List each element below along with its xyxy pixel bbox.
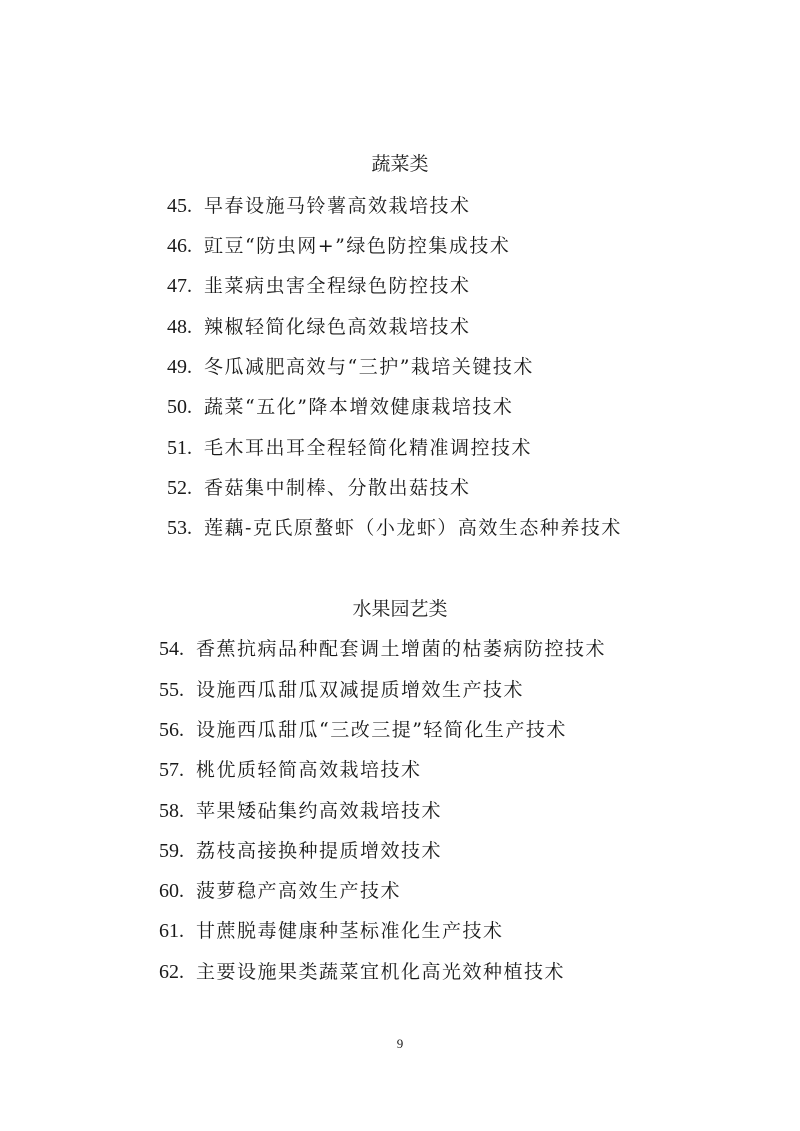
list-item xyxy=(148,273,471,299)
item-number: 62. xyxy=(159,961,184,983)
item-title: 菠萝稳产高效生产技术 xyxy=(196,880,402,902)
list-item xyxy=(140,838,442,864)
item-number: 56. xyxy=(159,719,184,741)
item-number: 58. xyxy=(159,800,184,822)
item-number: 59. xyxy=(159,840,184,862)
item-number: 60. xyxy=(159,880,184,902)
list-item xyxy=(140,757,422,783)
item-number: 50. xyxy=(167,396,192,418)
item-number: 47. xyxy=(167,275,192,297)
list-item xyxy=(140,717,567,743)
list-item xyxy=(148,435,532,461)
item-title: 冬瓜减肥高效与“三护”栽培关键技术 xyxy=(204,356,534,378)
item-title: 韭菜病虫害全程绿色防控技术 xyxy=(204,275,471,297)
item-number: 51. xyxy=(167,437,192,459)
item-number: 45. xyxy=(167,195,192,217)
item-title: 莲藕-克氏原螯虾（小龙虾）高效生态种养技术 xyxy=(204,517,622,539)
item-title: 香菇集中制棒、分散出菇技术 xyxy=(204,477,471,499)
list-item xyxy=(148,394,513,420)
section-heading-vegetables: 蔬菜类 xyxy=(371,153,429,175)
list-item xyxy=(148,354,534,380)
item-title: 设施西瓜甜瓜“三改三提”轻简化生产技术 xyxy=(196,719,567,741)
page-number: 9 xyxy=(396,1036,404,1051)
item-title: 荔枝高接换种提质增效技术 xyxy=(196,840,443,862)
item-number: 61. xyxy=(159,920,184,942)
list-item xyxy=(148,193,471,219)
item-number: 55. xyxy=(159,679,184,701)
section-heading-fruit-horticulture: 水果园艺类 xyxy=(352,598,448,620)
list-item xyxy=(148,233,510,259)
item-number: 46. xyxy=(167,235,192,257)
list-item xyxy=(140,918,504,944)
item-title: 香蕉抗病品种配套调土增菌的枯萎病防控技术 xyxy=(196,638,607,660)
item-title: 桃优质轻简高效栽培技术 xyxy=(196,759,422,781)
item-title: 苹果矮砧集约高效栽培技术 xyxy=(196,800,443,822)
list-item xyxy=(140,878,401,904)
item-number: 53. xyxy=(167,517,192,539)
list-item xyxy=(148,314,471,340)
item-title: 甘蔗脱毒健康种茎标准化生产技术 xyxy=(196,920,504,942)
item-title: 主要设施果类蔬菜宜机化高光效种植技术 xyxy=(196,961,566,983)
list-item xyxy=(140,959,565,985)
item-title: 蔬菜“五化”降本增效健康栽培技术 xyxy=(204,396,514,418)
item-title: 毛木耳出耳全程轻简化精准调控技术 xyxy=(204,437,533,459)
list-item xyxy=(140,798,442,824)
list-item xyxy=(148,515,622,541)
item-title: 豇豆“防虫网+”绿色防控集成技术 xyxy=(204,235,511,257)
item-number: 48. xyxy=(167,316,192,338)
item-number: 52. xyxy=(167,477,192,499)
list-item xyxy=(140,677,524,703)
item-title: 辣椒轻简化绿色高效栽培技术 xyxy=(204,316,471,338)
item-title: 设施西瓜甜瓜双减提质增效生产技术 xyxy=(196,679,525,701)
item-number: 57. xyxy=(159,759,184,781)
list-item xyxy=(140,636,606,662)
item-title: 早春设施马铃薯高效栽培技术 xyxy=(204,195,471,217)
item-number: 54. xyxy=(159,638,184,660)
list-item xyxy=(148,475,471,501)
item-number: 49. xyxy=(167,356,192,378)
